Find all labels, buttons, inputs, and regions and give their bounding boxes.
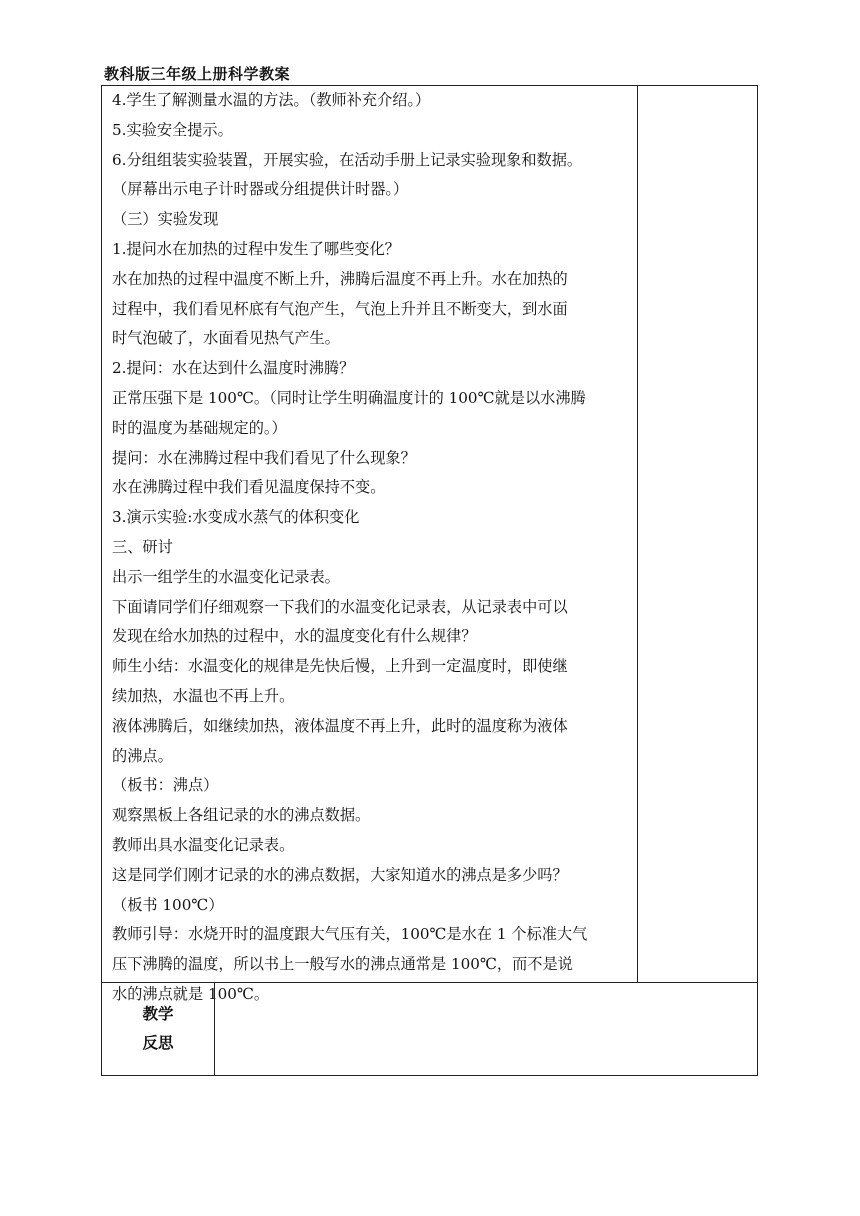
lesson-text-line: （板书 100℃） [112,895,224,914]
notes-cell [638,86,757,982]
lesson-text-line: 教师引导：水烧开时的温度跟大气压有关，100℃是水在 1 个标准大气 [112,925,588,944]
lesson-text-line: 3.演示实验:水变成水蒸气的体积变化 [112,508,360,527]
lesson-text-line: 水在沸腾过程中我们看见温度保持不变。 [112,478,386,497]
lesson-text-line: 时的温度为基础规定的。） [112,418,287,437]
lesson-text-line: 水的沸点就是 100℃。 [112,984,270,1003]
lesson-text-line: （板书：沸点） [112,776,219,795]
lesson-text-line: 4.学生了解测量水温的方法。（教师补充介绍。） [112,91,431,109]
lesson-text-line: 出示一组学生的水温变化记录表。 [112,567,340,586]
document-header-title: 教科版三年级上册科学教案 [104,65,291,83]
lesson-text-line: 三、研讨 [112,537,173,556]
lesson-text-line: 教师出具水温变化记录表。 [112,835,295,854]
lesson-text-line: 压下沸腾的温度，所以书上一般写水的沸点通常是 100℃，而不是说 [112,955,573,974]
lesson-text-line: 提问：水在沸腾过程中我们看见了什么现象？ [112,448,416,467]
lesson-text-line: 时气泡破了，水面看见热气产生。 [112,329,340,348]
lesson-text-line: 发现在给水加热的过程中，水的温度变化有什么规律？ [112,627,477,646]
reflection-label-line-1: 教学 [142,1005,174,1023]
lesson-text-line: 观察黑板上各组记录的水的沸点数据。 [112,806,371,825]
lesson-text-line: 过程中，我们看见杯底有气泡产生，气泡上升并且不断变大，到水面 [112,299,568,318]
lesson-text-line: 下面请同学们仔细观察一下我们的水温变化记录表，从记录表中可以 [112,597,568,616]
lesson-text-line: 水在加热的过程中温度不断上升，沸腾后温度不再上升。水在加热的 [112,269,568,288]
lesson-text-line: 正常压强下是 100℃。（同时让学生明确温度计的 100℃就是以水沸腾 [112,388,586,407]
reflection-content-cell [215,983,757,1075]
lesson-content-cell [102,86,638,1003]
lesson-text-line: 2.提问：水在达到什么温度时沸腾？ [112,359,355,378]
lesson-text-block [112,86,637,1010]
lesson-text-line: （屏幕出示电子计时器或分组提供计时器。） [112,180,409,199]
reflection-label-line-2: 反思 [142,1034,174,1052]
lesson-plan-table [101,85,758,1076]
lesson-text-line: 6.分组组装实验装置，开展实验，在活动手册上记录实验现象和数据。 [112,150,583,169]
lesson-text-line: 5.实验安全提示。 [112,120,233,139]
lesson-text-line: 师生小结：水温变化的规律是先快后慢，上升到一定温度时，即使继 [112,657,568,676]
lesson-text-line: 液体沸腾后，如继续加热，液体温度不再上升，此时的温度称为液体 [112,716,568,735]
reflection-row [102,982,757,1075]
lesson-text-line: 这是同学们刚才记录的水的沸点数据，大家知道水的沸点是多少吗？ [112,865,568,884]
lesson-text-line: 的沸点。 [112,746,173,765]
reflection-label-cell [102,983,215,1075]
lesson-text-line: （三）实验发现 [112,210,219,229]
lesson-text-line: 1.提问水在加热的过程中发生了哪些变化？ [112,239,400,258]
lesson-text-line: 续加热，水温也不再上升。 [112,686,295,705]
